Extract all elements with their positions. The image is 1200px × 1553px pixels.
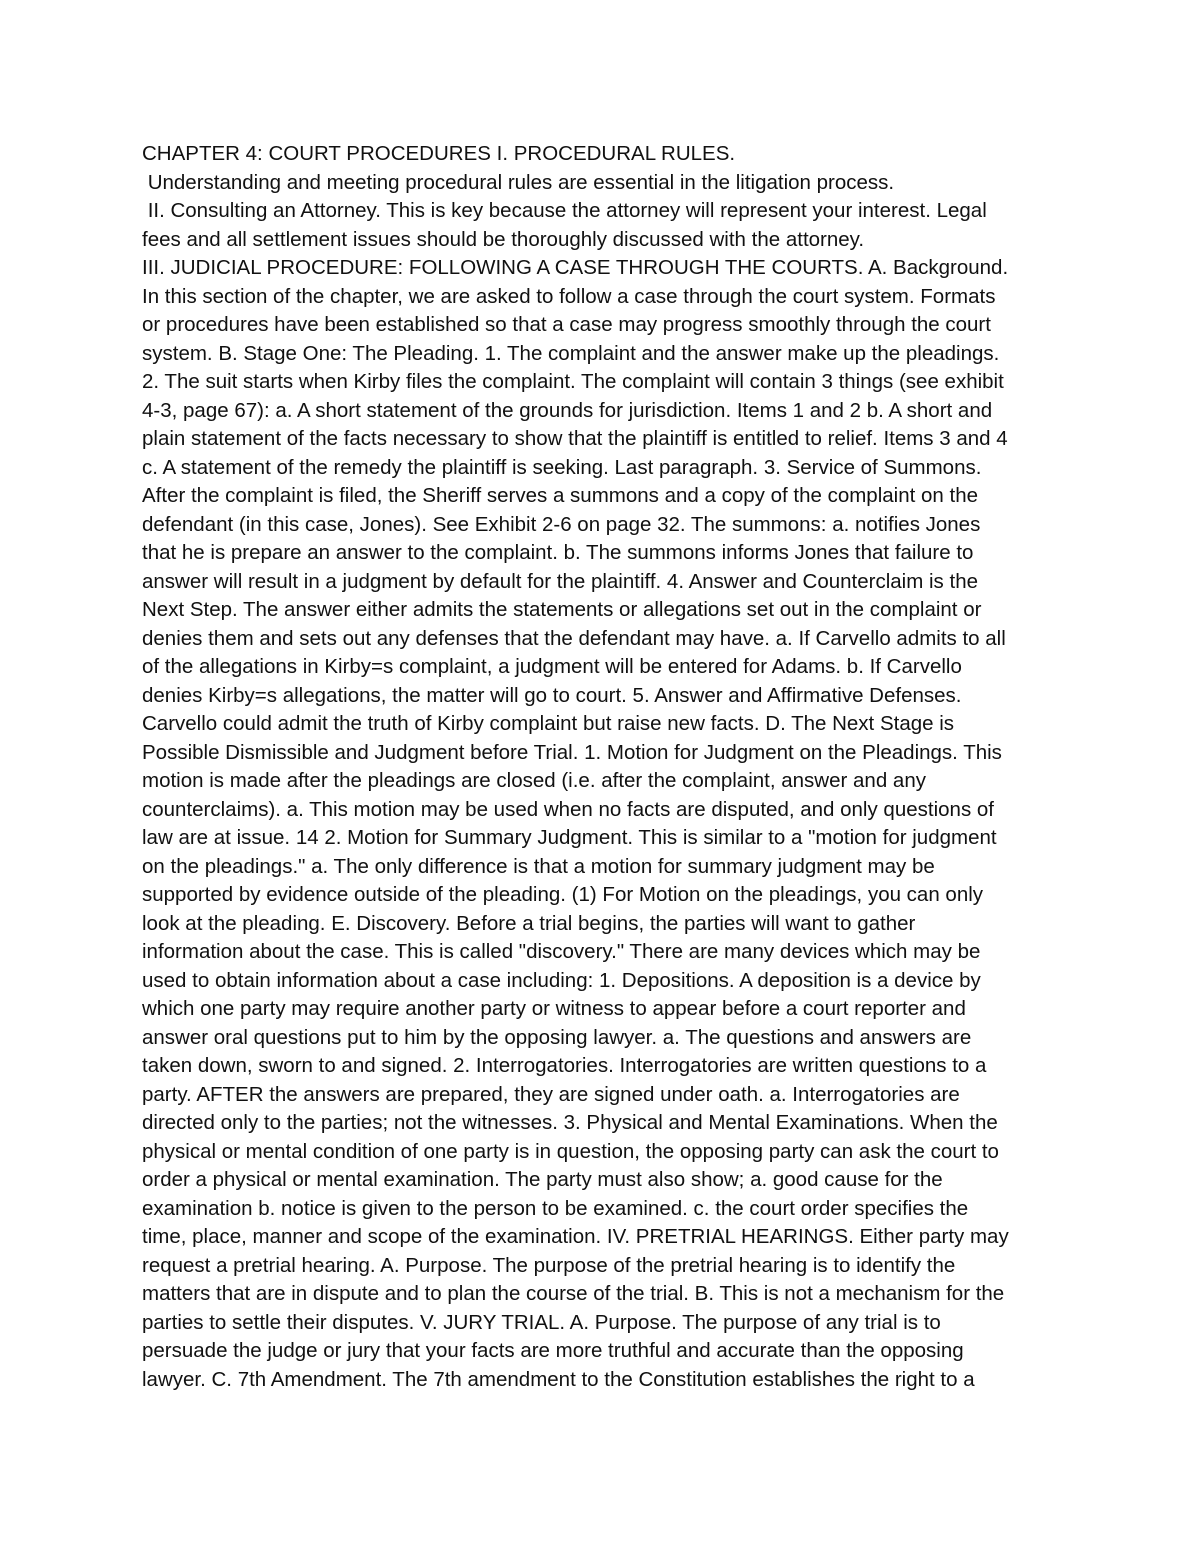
text-line: on the pleadings." a. The only difference is that a motion for summary judgment may be xyxy=(142,854,935,878)
text-line: of the allegations in Kirby=s complaint, a judgment will be entered for Adams. b. If Carvello xyxy=(142,655,962,678)
text-line: persuade the judge or jury that your facts are more truthful and accurate than the opposing xyxy=(142,1339,964,1362)
text-line: CHAPTER 4: COURT PROCEDURES I. PROCEDURAL RULES. xyxy=(142,142,736,165)
text-line: physical or mental condition of one party is in question, the opposing party can ask the court to xyxy=(142,1139,999,1163)
text-line: time, place, manner and scope of the examination. IV. PRETRIAL HEARINGS. Either party may xyxy=(142,1225,1009,1248)
text-line: motion is made after the pleadings are closed (i.e. after the complaint, answer and any xyxy=(142,769,926,792)
document-body xyxy=(142,140,1082,1394)
text-line: II. Consulting an Attorney. This is key because the attorney will represent your interest. Legal xyxy=(142,199,987,222)
text-line: which one party may require another party or witness to appear before a court reporter and xyxy=(142,997,966,1020)
text-line: information about the case. This is called "discovery." There are many devices which may be xyxy=(142,940,981,963)
text-line: that he is prepare an answer to the complaint. b. The summons informs Jones that failure to xyxy=(142,541,974,564)
text-line: lawyer. C. 7th Amendment. The 7th amendment to the Constitution establishes the right to a xyxy=(142,1367,975,1391)
text-line: order a physical or mental examination. The party must also show; a. good cause for the xyxy=(142,1168,943,1191)
text-line: look at the pleading. E. Discovery. Before a trial begins, the parties will want to gather xyxy=(142,911,916,935)
text-line: 4-3, page 67): a. A short statement of the grounds for jurisdiction. Items 1 and 2 b. A short and xyxy=(142,398,993,422)
text-line: defendant (in this case, Jones). See Exhibit 2-6 on page 32. The summons: a. notifies Jones xyxy=(142,512,981,536)
text-line: used to obtain information about a case including: 1. Depositions. A deposition is a device by xyxy=(142,968,981,992)
text-line: counterclaims). a. This motion may be used when no facts are disputed, and only questions of xyxy=(142,797,994,821)
text-line: denies them and sets out any defenses that the defendant may have. a. If Carvello admits to all xyxy=(142,626,1006,650)
text-line: 2. The suit starts when Kirby files the complaint. The complaint will contain 3 things (see exhibit xyxy=(142,370,1004,393)
text-line: answer oral questions put to him by the opposing lawyer. a. The questions and answers are xyxy=(142,1025,972,1049)
text-line: matters that are in dispute and to plan the course of the trial. B. This is not a mechanism for the xyxy=(142,1282,1005,1305)
text-line: answer will result in a judgment by default for the plaintiff. 4. Answer and Counterclaim is the xyxy=(142,569,978,593)
text-line: III. JUDICIAL PROCEDURE: FOLLOWING A CASE THROUGH THE COURTS. A. Background. xyxy=(142,256,1009,279)
text-line: law are at issue. 14 2. Motion for Summary Judgment. This is similar to a "motion for judgment xyxy=(142,826,997,849)
text-line: In this section of the chapter, we are asked to follow a case through the court system. Formats xyxy=(142,284,996,308)
text-line: supported by evidence outside of the pleading. (1) For Motion on the pleadings, you can only xyxy=(142,883,984,906)
text-line: After the complaint is filed, the Sheriff serves a summons and a copy of the complaint on the xyxy=(142,484,979,507)
text-line: party. AFTER the answers are prepared, they are signed under oath. a. Interrogatories are xyxy=(142,1082,960,1106)
text-line: Understanding and meeting procedural rules are essential in the litigation process. xyxy=(142,170,895,194)
text-line: or procedures have been established so that a case may progress smoothly through the court xyxy=(142,313,991,336)
text-line: directed only to the parties; not the witnesses. 3. Physical and Mental Examinations. When the xyxy=(142,1111,998,1134)
text-line: Next Step. The answer either admits the statements or allegations set out in the complaint or xyxy=(142,598,982,621)
text-line: system. B. Stage One: The Pleading. 1. The complaint and the answer make up the pleadings. xyxy=(142,341,1000,365)
text-line: c. A statement of the remedy the plaintiff is seeking. Last paragraph. 3. Service of Summons. xyxy=(142,455,982,479)
text-line: taken down, sworn to and signed. 2. Interrogatories. Interrogatories are written questions to a xyxy=(142,1054,987,1077)
text-line: Carvello could admit the truth of Kirby complaint but raise new facts. D. The Next Stage is xyxy=(142,712,955,735)
text-line: denies Kirby=s allegations, the matter will go to court. 5. Answer and Affirmative Defenses. xyxy=(142,683,962,707)
text-line: request a pretrial hearing. A. Purpose. The purpose of the pretrial hearing is to identify the xyxy=(142,1253,956,1277)
text-line: Possible Dismissible and Judgment before Trial. 1. Motion for Judgment on the Pleadings. This xyxy=(142,740,1002,764)
text-line: plain statement of the facts necessary to show that the plaintiff is entitled to relief. Items 3 and 4 xyxy=(142,427,1008,450)
text-line: parties to settle their disputes. V. JURY TRIAL. A. Purpose. The purpose of any trial is to xyxy=(142,1310,941,1334)
text-line: examination b. notice is given to the person to be examined. c. the court order specifies the xyxy=(142,1196,969,1220)
text-line: fees and all settlement issues should be thoroughly discussed with the attorney. xyxy=(142,227,865,251)
